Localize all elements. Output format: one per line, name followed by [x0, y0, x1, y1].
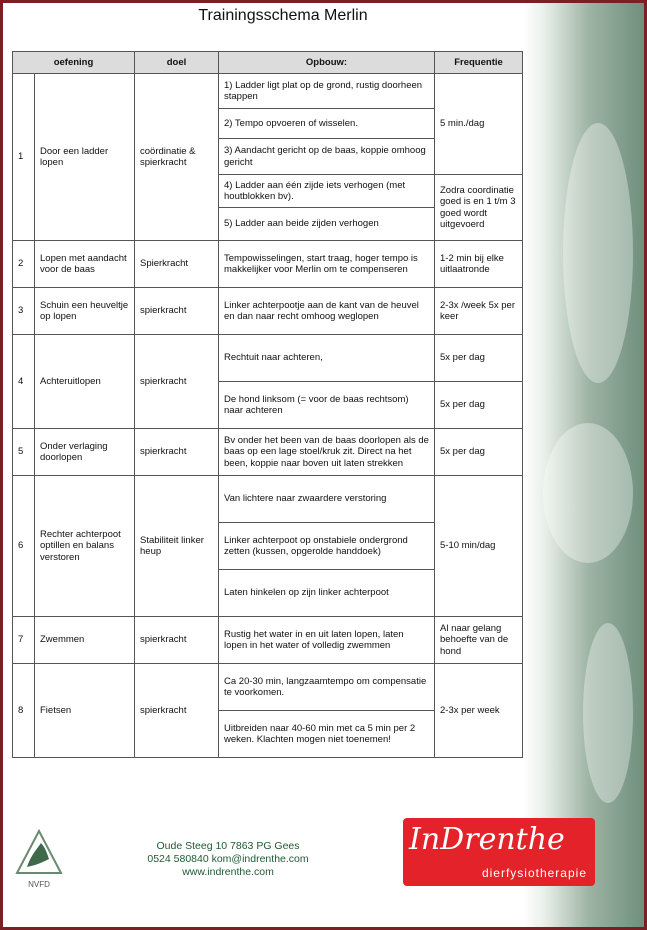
- brand-name: InDrenthe: [409, 822, 565, 857]
- website-link[interactable]: www.indrenthe.com: [182, 866, 274, 878]
- exercise-frequency: 2-3x /week 5x per keer: [435, 288, 523, 335]
- exercise-step: 3) Aandacht gericht op de baas, koppie omhoog gericht: [219, 139, 435, 175]
- exercise-number: 4: [13, 335, 35, 429]
- exercise-step: Uitbreiden naar 40-60 min met ca 5 min per 2 weken. Klachten mogen niet toenemen!: [219, 711, 435, 758]
- nvfd-emblem-icon: [15, 829, 63, 877]
- exercise-goal: coördinatie & spierkracht: [135, 74, 219, 241]
- exercise-name: Zwemmen: [35, 617, 135, 664]
- exercise-goal: Stabiliteit linker heup: [135, 476, 219, 617]
- header-opbouw: Opbouw:: [219, 52, 435, 74]
- exercise-name: Fietsen: [35, 664, 135, 758]
- contact-line: 0524 580840 kom@indrenthe.com: [147, 853, 309, 865]
- table-row: [13, 617, 523, 664]
- exercise-goal: spierkracht: [135, 288, 219, 335]
- exercise-goal: spierkracht: [135, 335, 219, 429]
- exercise-goal: spierkracht: [135, 617, 219, 664]
- table-row: [13, 335, 523, 382]
- exercise-number: 2: [13, 241, 35, 288]
- table-row: [13, 288, 523, 335]
- table-row: [13, 74, 523, 109]
- exercise-frequency: Al naar gelang behoefte van de hond: [435, 617, 523, 664]
- exercise-name: Achteruitlopen: [35, 335, 135, 429]
- nvfd-label: NVFD: [28, 880, 50, 889]
- exercise-step: Ca 20-30 min, langzaamtempo om compensatie te voorkomen.: [219, 664, 435, 711]
- exercise-goal: spierkracht: [135, 429, 219, 476]
- exercise-step: 5) Ladder aan beide zijden verhogen: [219, 208, 435, 241]
- exercise-number: 5: [13, 429, 35, 476]
- exercise-frequency: Zodra coordinatie goed is en 1 t/m 3 goed wordt uitgevoerd: [435, 175, 523, 241]
- exercise-number: 3: [13, 288, 35, 335]
- table-row: [13, 664, 523, 711]
- exercise-step: 1) Ladder ligt plat op de grond, rustig doorheen stappen: [219, 74, 435, 109]
- exercise-number: 6: [13, 476, 35, 617]
- exercise-step: Tempowisselingen, start traag, hoger tempo is makkelijker voor Merlin om te compenseren: [219, 241, 435, 288]
- exercise-number: 7: [13, 617, 35, 664]
- header-frequentie: Frequentie: [435, 52, 523, 74]
- table-row: [13, 241, 523, 288]
- training-table: [12, 51, 523, 758]
- exercise-frequency: 5 min./dag: [435, 74, 523, 175]
- table-header-row: [13, 52, 523, 74]
- dog-photo-background: [523, 3, 644, 927]
- exercise-goal: spierkracht: [135, 664, 219, 758]
- exercise-step: Van lichtere naar zwaardere verstoring: [219, 476, 435, 523]
- exercise-frequency: 5x per dag: [435, 335, 523, 382]
- exercise-step: 2) Tempo opvoeren of wisselen.: [219, 109, 435, 139]
- exercise-step: Rechtuit naar achteren,: [219, 335, 435, 382]
- exercise-frequency: 2-3x per week: [435, 664, 523, 758]
- header-oefening: oefening: [13, 52, 135, 74]
- exercise-number: 8: [13, 664, 35, 758]
- exercise-step: Linker achterpootje aan de kant van de heuvel en dan naar recht omhoog weglopen: [219, 288, 435, 335]
- table-row: [13, 429, 523, 476]
- page-title: Trainingsschema Merlin: [198, 7, 368, 24]
- nvfd-logo: [15, 829, 63, 889]
- exercise-step: Laten hinkelen op zijn linker achterpoot: [219, 570, 435, 617]
- brand-subtitle: dierfysiotherapie: [481, 866, 587, 880]
- table-row: [13, 476, 523, 523]
- indrenthe-logo: [403, 818, 595, 886]
- address-line: Oude Steeg 10 7863 PG Gees: [156, 840, 300, 852]
- exercise-step: Bv onder het been van de baas doorlopen als de baas op een lage stoel/kruk zit. Direct na het been, koppie naar boven uit laten strekken: [219, 429, 435, 476]
- exercise-name: Rechter achterpoot optillen en balans verstoren: [35, 476, 135, 617]
- exercise-frequency: 1-2 min bij elke uitlaatronde: [435, 241, 523, 288]
- exercise-name: Door een ladder lopen: [35, 74, 135, 241]
- exercise-step: De hond linksom (= voor de baas rechtsom) naar achteren: [219, 382, 435, 429]
- exercise-frequency: 5x per dag: [435, 429, 523, 476]
- exercise-step: 4) Ladder aan één zijde iets verhogen (met houtblokken bv).: [219, 175, 435, 208]
- exercise-name: Schuin een heuveltje op lopen: [35, 288, 135, 335]
- exercise-step: Rustig het water in en uit laten lopen, laten lopen in het water of volledig zwemmen: [219, 617, 435, 664]
- exercise-goal: Spierkracht: [135, 241, 219, 288]
- exercise-frequency: 5x per dag: [435, 382, 523, 429]
- header-doel: doel: [135, 52, 219, 74]
- exercise-step: Linker achterpoot op onstabiele ondergrond zetten (kussen, opgerolde handdoek): [219, 523, 435, 570]
- exercise-frequency: 5-10 min/dag: [435, 476, 523, 617]
- exercise-name: Lopen met aandacht voor de baas: [35, 241, 135, 288]
- footer-address: [123, 840, 333, 879]
- exercise-number: 1: [13, 74, 35, 241]
- exercise-name: Onder verlaging doorlopen: [35, 429, 135, 476]
